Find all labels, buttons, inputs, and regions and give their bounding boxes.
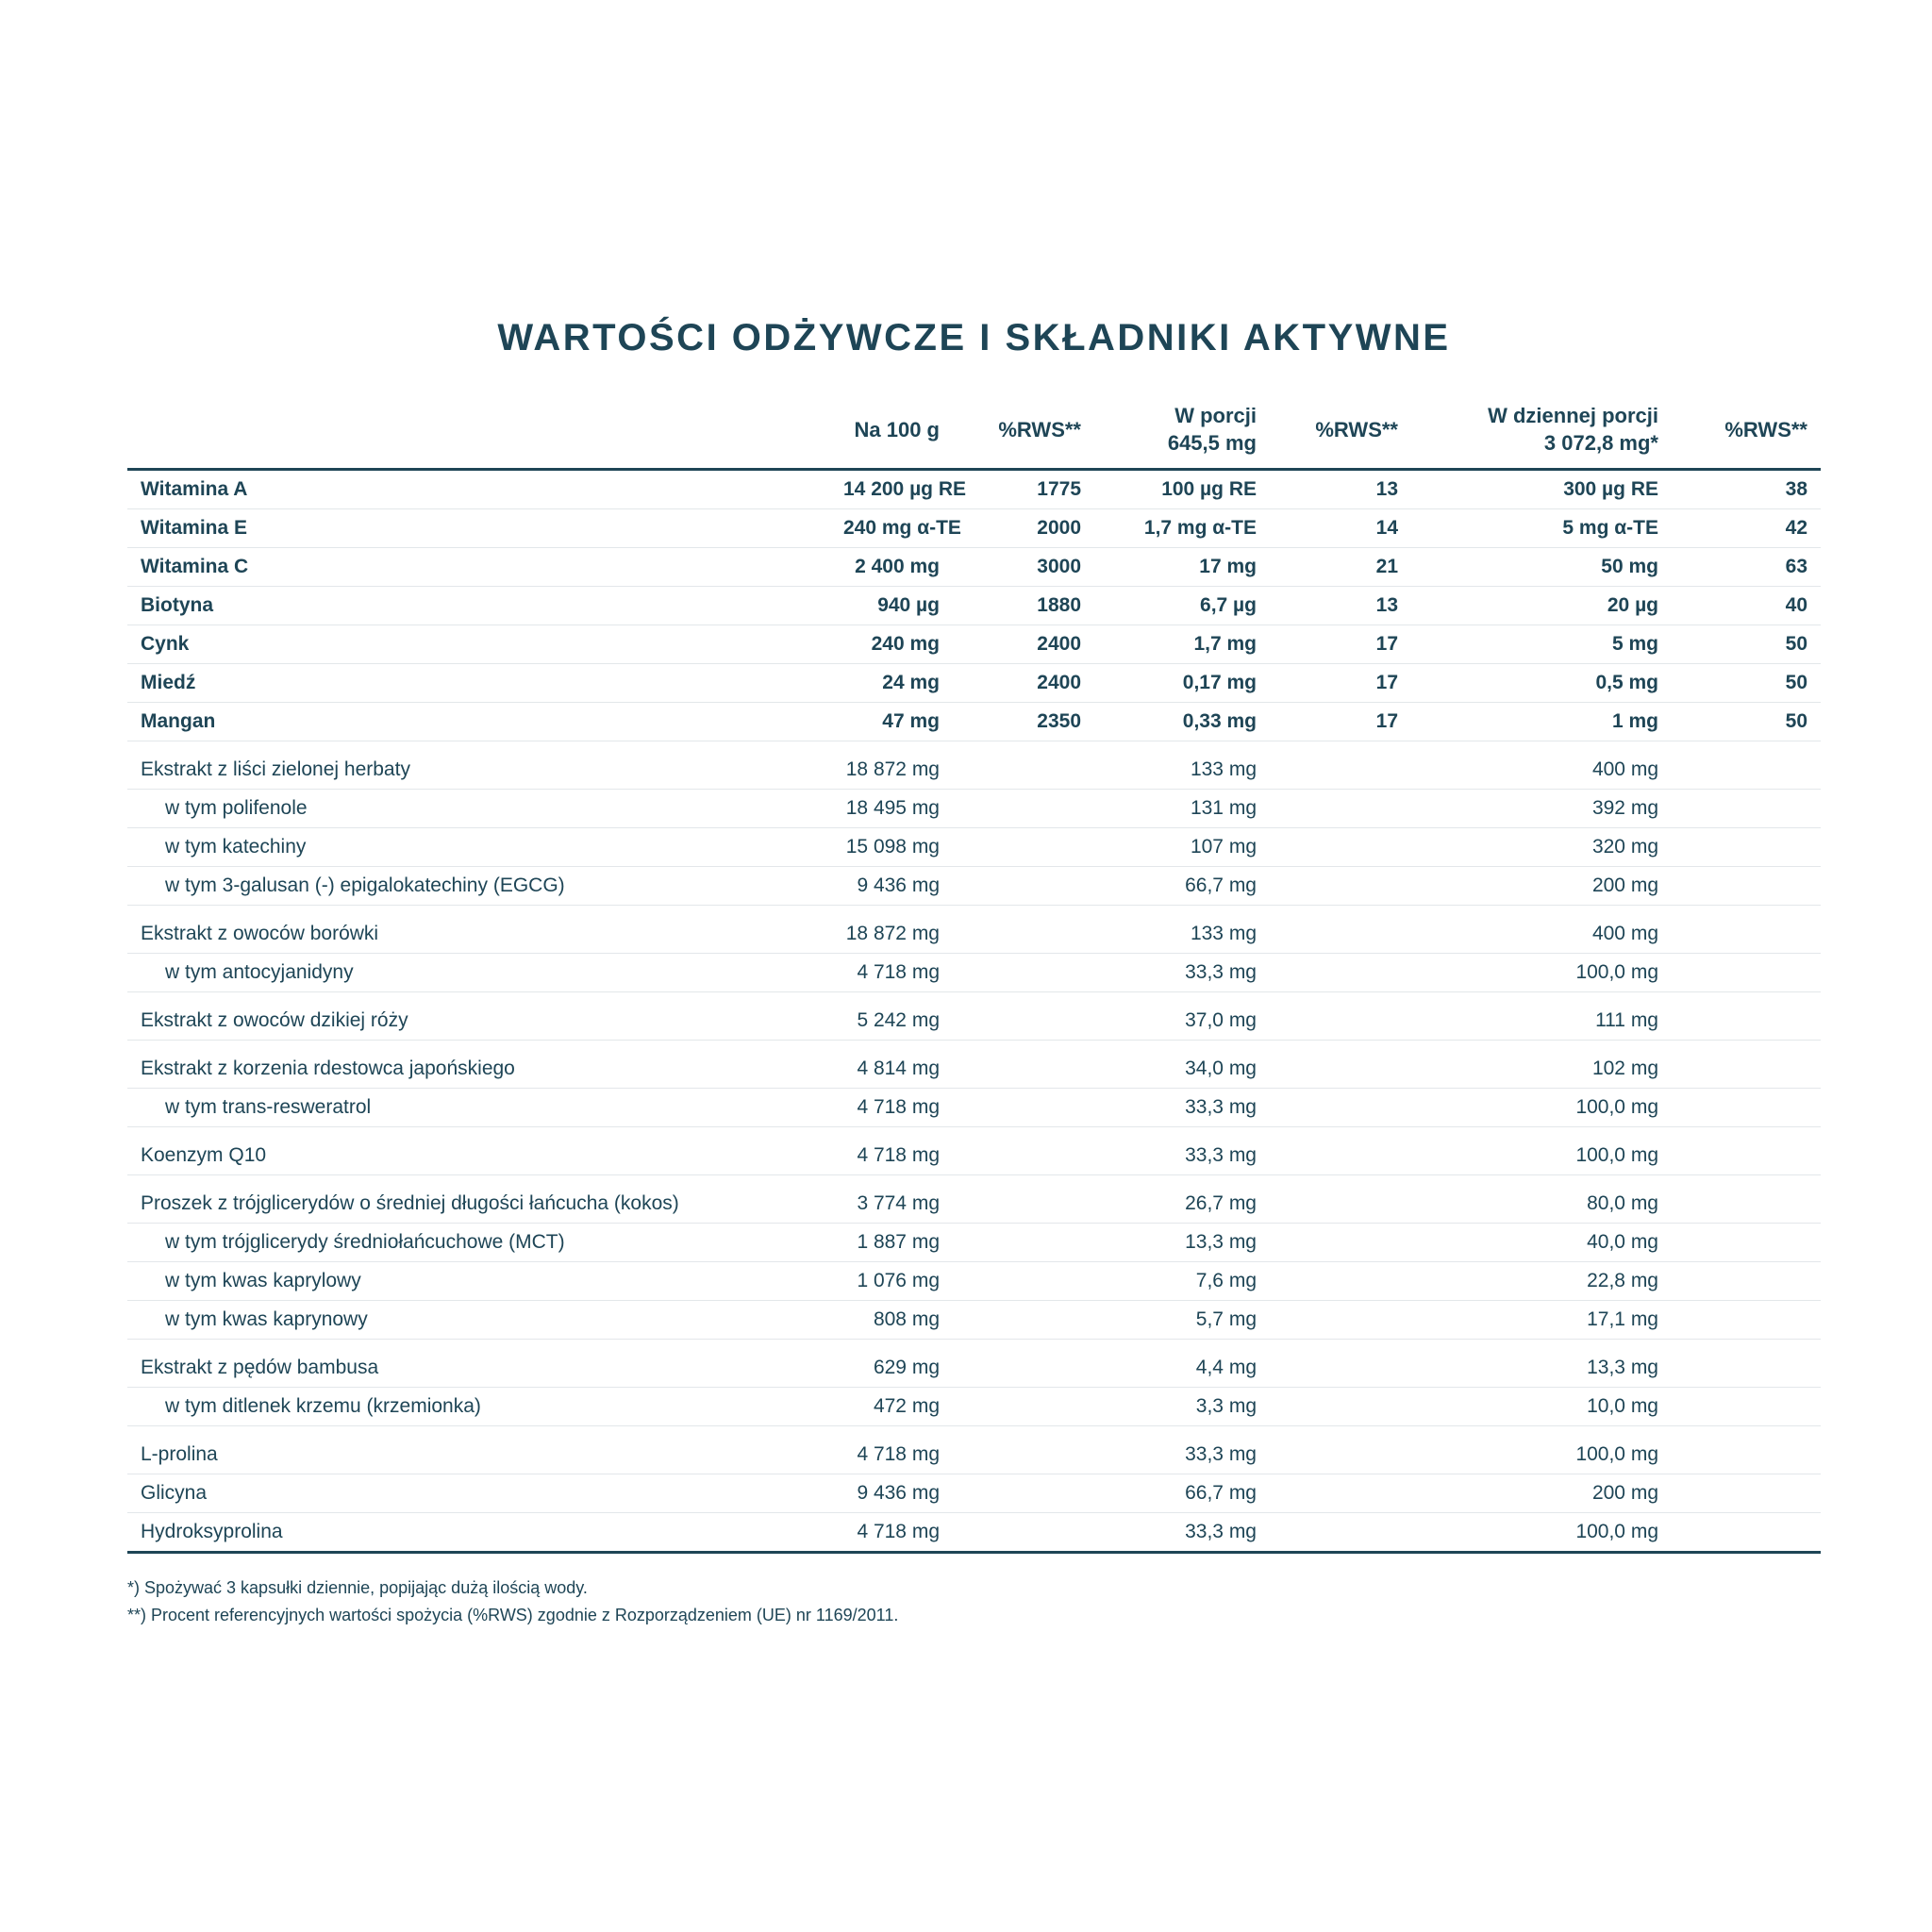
cell-daily: 100,0 mg [1411, 1089, 1672, 1127]
cell-name: L-prolina [127, 1426, 830, 1474]
cell-name: w tym kwas kaprylowy [127, 1262, 830, 1301]
cell-portion: 33,3 mg [1094, 1513, 1270, 1553]
cell-per-100g: 808 mg [830, 1301, 953, 1340]
table-row [127, 906, 1821, 954]
cell-rws-100g [953, 1224, 1094, 1262]
cell-rws-portion [1270, 790, 1411, 828]
cell-name: Ekstrakt z korzenia rdestowca japońskiego [127, 1041, 830, 1089]
cell-rws-daily [1672, 1426, 1821, 1474]
header-portion-line2: 645,5 mg [1167, 431, 1257, 455]
footnote-serving: *) Spożywać 3 kapsułki dziennie, popijając dużą ilością wody. [127, 1578, 588, 1597]
cell-daily: 17,1 mg [1411, 1301, 1672, 1340]
table-row [127, 1340, 1821, 1388]
cell-daily: 5 mg [1411, 625, 1672, 664]
cell-per-100g: 5 242 mg [830, 992, 953, 1041]
cell-per-100g: 1 076 mg [830, 1262, 953, 1301]
cell-per-100g: 18 872 mg [830, 741, 953, 790]
table-row [127, 992, 1821, 1041]
cell-portion: 6,7 µg [1094, 587, 1270, 625]
header-rws-daily: %RWS** [1672, 394, 1821, 470]
cell-rws-daily [1672, 1301, 1821, 1340]
cell-rws-daily [1672, 1262, 1821, 1301]
cell-name: Biotyna [127, 587, 830, 625]
cell-per-100g: 472 mg [830, 1388, 953, 1426]
cell-per-100g: 14 200 µg RE [830, 470, 953, 509]
cell-name: w tym antocyjanidyny [127, 954, 830, 992]
cell-rws-daily: 50 [1672, 625, 1821, 664]
cell-name: Witamina E [127, 509, 830, 548]
cell-rws-daily [1672, 828, 1821, 867]
cell-rws-portion [1270, 1340, 1411, 1388]
cell-daily: 1 mg [1411, 703, 1672, 741]
cell-per-100g: 4 718 mg [830, 1513, 953, 1553]
cell-daily: 22,8 mg [1411, 1262, 1672, 1301]
header-row [127, 394, 1821, 470]
header-rws-portion: %RWS** [1270, 394, 1411, 470]
cell-daily: 320 mg [1411, 828, 1672, 867]
cell-portion: 33,3 mg [1094, 1089, 1270, 1127]
cell-portion: 66,7 mg [1094, 867, 1270, 906]
cell-rws-daily: 50 [1672, 664, 1821, 703]
cell-per-100g: 4 718 mg [830, 1089, 953, 1127]
cell-rws-portion [1270, 1426, 1411, 1474]
table-row [127, 1474, 1821, 1513]
table-row [127, 470, 1821, 509]
cell-rws-100g [953, 1388, 1094, 1426]
cell-rws-portion [1270, 1474, 1411, 1513]
cell-name: w tym polifenole [127, 790, 830, 828]
cell-rws-daily [1672, 992, 1821, 1041]
cell-per-100g: 4 718 mg [830, 1127, 953, 1175]
cell-name: Glicyna [127, 1474, 830, 1513]
cell-portion: 107 mg [1094, 828, 1270, 867]
cell-daily: 20 µg [1411, 587, 1672, 625]
cell-per-100g: 3 774 mg [830, 1175, 953, 1224]
cell-portion: 131 mg [1094, 790, 1270, 828]
cell-rws-100g: 1775 [953, 470, 1094, 509]
cell-rws-100g [953, 906, 1094, 954]
cell-name: w tym katechiny [127, 828, 830, 867]
cell-per-100g: 9 436 mg [830, 867, 953, 906]
cell-daily: 0,5 mg [1411, 664, 1672, 703]
cell-rws-100g: 2350 [953, 703, 1094, 741]
cell-portion: 5,7 mg [1094, 1301, 1270, 1340]
table-row [127, 1041, 1821, 1089]
cell-rws-portion [1270, 906, 1411, 954]
cell-rws-portion [1270, 1089, 1411, 1127]
cell-portion: 3,3 mg [1094, 1388, 1270, 1426]
cell-per-100g: 4 718 mg [830, 1426, 953, 1474]
table-header [127, 394, 1821, 470]
cell-rws-daily [1672, 790, 1821, 828]
cell-rws-daily [1672, 1474, 1821, 1513]
cell-name: Ekstrakt z liści zielonej herbaty [127, 741, 830, 790]
cell-daily: 5 mg α-TE [1411, 509, 1672, 548]
cell-rws-100g [953, 1041, 1094, 1089]
nutrition-panel [127, 311, 1821, 1629]
cell-portion: 13,3 mg [1094, 1224, 1270, 1262]
cell-daily: 13,3 mg [1411, 1340, 1672, 1388]
cell-rws-daily [1672, 1388, 1821, 1426]
cell-rws-portion [1270, 992, 1411, 1041]
cell-rws-portion [1270, 867, 1411, 906]
cell-name: Ekstrakt z pędów bambusa [127, 1340, 830, 1388]
cell-rws-100g [953, 1262, 1094, 1301]
cell-rws-portion [1270, 1175, 1411, 1224]
cell-name: Witamina C [127, 548, 830, 587]
table-body [127, 470, 1821, 1553]
cell-rws-portion [1270, 1127, 1411, 1175]
cell-portion: 0,33 mg [1094, 703, 1270, 741]
cell-daily: 100,0 mg [1411, 1513, 1672, 1553]
cell-rws-portion [1270, 741, 1411, 790]
cell-rws-100g [953, 1175, 1094, 1224]
header-rws-100g: %RWS** [953, 394, 1094, 470]
table-row [127, 1301, 1821, 1340]
cell-daily: 40,0 mg [1411, 1224, 1672, 1262]
table-row [127, 509, 1821, 548]
cell-rws-daily [1672, 741, 1821, 790]
cell-rws-100g [953, 1474, 1094, 1513]
cell-per-100g: 9 436 mg [830, 1474, 953, 1513]
cell-rws-portion [1270, 1513, 1411, 1553]
cell-rws-portion: 17 [1270, 664, 1411, 703]
page-title: WARTOŚCI ODŻYWCZE I SKŁADNIKI AKTYWNE [497, 317, 1451, 358]
cell-name: Koenzym Q10 [127, 1127, 830, 1175]
cell-portion: 33,3 mg [1094, 954, 1270, 992]
cell-daily: 10,0 mg [1411, 1388, 1672, 1426]
cell-per-100g: 2 400 mg [830, 548, 953, 587]
cell-name: w tym kwas kaprynowy [127, 1301, 830, 1340]
cell-rws-daily: 42 [1672, 509, 1821, 548]
cell-portion: 0,17 mg [1094, 664, 1270, 703]
cell-daily: 102 mg [1411, 1041, 1672, 1089]
cell-rws-100g [953, 741, 1094, 790]
cell-portion: 66,7 mg [1094, 1474, 1270, 1513]
cell-rws-portion [1270, 1041, 1411, 1089]
header-per-100g: Na 100 g [830, 394, 953, 470]
cell-per-100g: 15 098 mg [830, 828, 953, 867]
cell-daily: 300 µg RE [1411, 470, 1672, 509]
cell-portion: 17 mg [1094, 548, 1270, 587]
cell-per-100g: 240 mg α-TE [830, 509, 953, 548]
cell-rws-daily [1672, 1175, 1821, 1224]
cell-rws-portion [1270, 1262, 1411, 1301]
cell-name: Miedź [127, 664, 830, 703]
cell-rws-daily: 63 [1672, 548, 1821, 587]
cell-rws-100g: 2400 [953, 664, 1094, 703]
cell-rws-100g [953, 1127, 1094, 1175]
cell-rws-portion [1270, 1301, 1411, 1340]
table-row [127, 587, 1821, 625]
table-row [127, 664, 1821, 703]
cell-rws-daily: 50 [1672, 703, 1821, 741]
table-row [127, 1089, 1821, 1127]
header-daily-line2: 3 072,8 mg* [1543, 431, 1658, 455]
table-row [127, 1224, 1821, 1262]
cell-portion: 33,3 mg [1094, 1127, 1270, 1175]
cell-per-100g: 940 µg [830, 587, 953, 625]
cell-rws-daily [1672, 1340, 1821, 1388]
cell-rws-100g [953, 828, 1094, 867]
cell-rws-portion: 13 [1270, 587, 1411, 625]
cell-name: Proszek z trójglicerydów o średniej długości łańcucha (kokos) [127, 1175, 830, 1224]
cell-rws-daily [1672, 1041, 1821, 1089]
cell-rws-portion: 14 [1270, 509, 1411, 548]
cell-rws-daily: 38 [1672, 470, 1821, 509]
cell-rws-100g [953, 1301, 1094, 1340]
table-row [127, 1388, 1821, 1426]
cell-daily: 392 mg [1411, 790, 1672, 828]
cell-daily: 80,0 mg [1411, 1175, 1672, 1224]
cell-rws-daily [1672, 1513, 1821, 1553]
cell-rws-100g [953, 954, 1094, 992]
cell-name: Ekstrakt z owoców dzikiej róży [127, 992, 830, 1041]
header-daily-line1: W dziennej porcji [1488, 404, 1658, 427]
cell-portion: 1,7 mg α-TE [1094, 509, 1270, 548]
cell-per-100g: 18 872 mg [830, 906, 953, 954]
header-portion [1094, 394, 1270, 470]
cell-name: w tym trans-resweratrol [127, 1089, 830, 1127]
cell-rws-portion: 17 [1270, 625, 1411, 664]
cell-rws-100g [953, 867, 1094, 906]
table-row [127, 548, 1821, 587]
cell-rws-portion [1270, 954, 1411, 992]
cell-per-100g: 24 mg [830, 664, 953, 703]
header-name [127, 394, 830, 470]
cell-rws-portion [1270, 828, 1411, 867]
cell-rws-portion: 13 [1270, 470, 1411, 509]
cell-rws-100g: 2400 [953, 625, 1094, 664]
cell-rws-daily [1672, 867, 1821, 906]
cell-rws-daily [1672, 1127, 1821, 1175]
footnote-rws: **) Procent referencyjnych wartości spożycia (%RWS) zgodnie z Rozporządzeniem (UE) nr 1169/2011. [127, 1606, 899, 1624]
cell-portion: 133 mg [1094, 906, 1270, 954]
cell-rws-100g [953, 1089, 1094, 1127]
cell-portion: 1,7 mg [1094, 625, 1270, 664]
cell-per-100g: 240 mg [830, 625, 953, 664]
cell-rws-100g [953, 992, 1094, 1041]
cell-daily: 400 mg [1411, 741, 1672, 790]
table-row [127, 703, 1821, 741]
cell-rws-daily [1672, 1224, 1821, 1262]
cell-rws-portion: 21 [1270, 548, 1411, 587]
table-row [127, 867, 1821, 906]
table-row [127, 625, 1821, 664]
header-portion-line1: W porcji [1174, 404, 1257, 427]
cell-name: Witamina A [127, 470, 830, 509]
cell-portion: 133 mg [1094, 741, 1270, 790]
table-row [127, 954, 1821, 992]
cell-portion: 33,3 mg [1094, 1426, 1270, 1474]
cell-name: Hydroksyprolina [127, 1513, 830, 1553]
cell-per-100g: 47 mg [830, 703, 953, 741]
table-row [127, 1513, 1821, 1553]
cell-portion: 4,4 mg [1094, 1340, 1270, 1388]
cell-rws-portion [1270, 1388, 1411, 1426]
nutrition-table [127, 394, 1821, 1554]
cell-rws-100g: 1880 [953, 587, 1094, 625]
table-row [127, 1262, 1821, 1301]
cell-rws-100g [953, 790, 1094, 828]
cell-name: w tym trójglicerydy średniołańcuchowe (MCT) [127, 1224, 830, 1262]
cell-name: Cynk [127, 625, 830, 664]
cell-daily: 200 mg [1411, 1474, 1672, 1513]
cell-portion: 26,7 mg [1094, 1175, 1270, 1224]
cell-rws-100g [953, 1513, 1094, 1553]
cell-name: Mangan [127, 703, 830, 741]
cell-per-100g: 629 mg [830, 1340, 953, 1388]
cell-daily: 100,0 mg [1411, 1127, 1672, 1175]
footnotes [127, 1574, 1821, 1629]
table-row [127, 1426, 1821, 1474]
cell-rws-portion: 17 [1270, 703, 1411, 741]
cell-rws-daily [1672, 906, 1821, 954]
cell-daily: 100,0 mg [1411, 954, 1672, 992]
cell-rws-100g: 2000 [953, 509, 1094, 548]
cell-portion: 100 µg RE [1094, 470, 1270, 509]
cell-rws-portion [1270, 1224, 1411, 1262]
header-daily [1411, 394, 1672, 470]
table-row [127, 741, 1821, 790]
table-row [127, 828, 1821, 867]
cell-daily: 50 mg [1411, 548, 1672, 587]
cell-per-100g: 4 814 mg [830, 1041, 953, 1089]
cell-rws-100g [953, 1426, 1094, 1474]
table-row [127, 1175, 1821, 1224]
cell-per-100g: 18 495 mg [830, 790, 953, 828]
cell-rws-100g [953, 1340, 1094, 1388]
cell-portion: 7,6 mg [1094, 1262, 1270, 1301]
cell-daily: 111 mg [1411, 992, 1672, 1041]
cell-portion: 34,0 mg [1094, 1041, 1270, 1089]
cell-name: w tym 3-galusan (-) epigalokatechiny (EGCG) [127, 867, 830, 906]
cell-daily: 200 mg [1411, 867, 1672, 906]
cell-per-100g: 4 718 mg [830, 954, 953, 992]
cell-rws-daily [1672, 954, 1821, 992]
table-row [127, 790, 1821, 828]
cell-daily: 400 mg [1411, 906, 1672, 954]
cell-portion: 37,0 mg [1094, 992, 1270, 1041]
cell-name: Ekstrakt z owoców borówki [127, 906, 830, 954]
cell-rws-100g: 3000 [953, 548, 1094, 587]
cell-daily: 100,0 mg [1411, 1426, 1672, 1474]
table-row [127, 1127, 1821, 1175]
cell-rws-daily: 40 [1672, 587, 1821, 625]
cell-name: w tym ditlenek krzemu (krzemionka) [127, 1388, 830, 1426]
cell-per-100g: 1 887 mg [830, 1224, 953, 1262]
cell-rws-daily [1672, 1089, 1821, 1127]
